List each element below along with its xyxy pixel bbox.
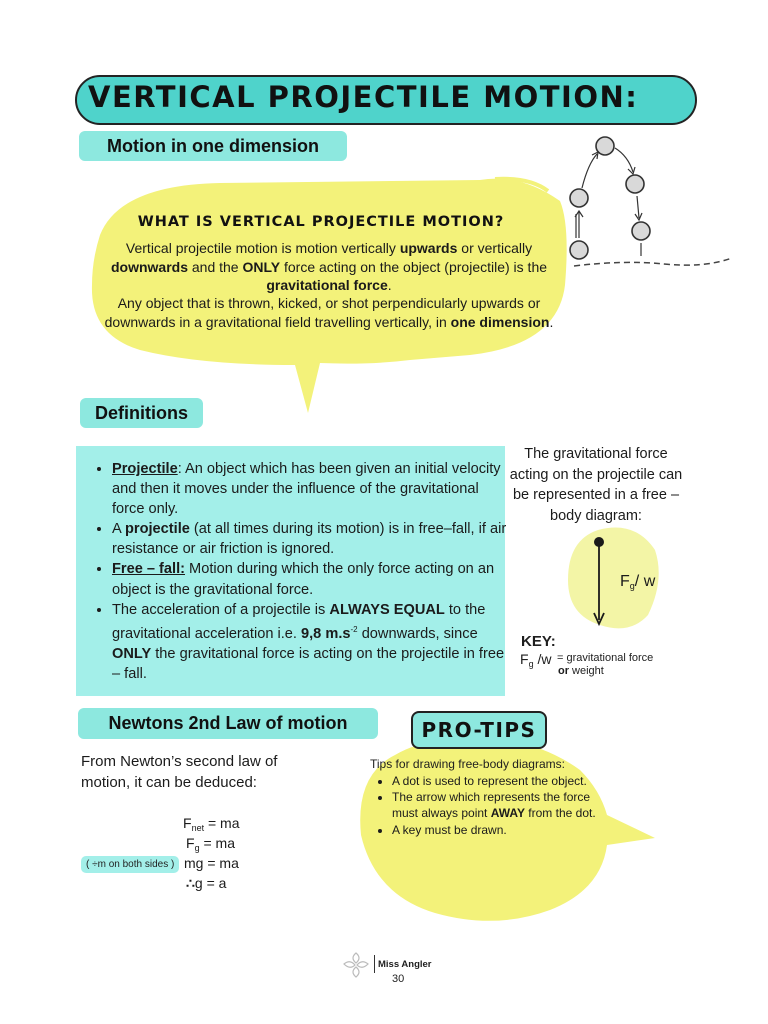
equation-fg: $F_g$ = ma [186, 835, 235, 853]
newton-intro: From Newton’s second law of motion, it can be deduced: [81, 753, 278, 791]
definition-acceleration: • The acceleration of a projectile is ALWAYS EQUAL to the gravitational acceleration i.e. 9,8 $m.s^{-2}$ downwards, since ONLY the gravitational force is acting on the projectile in free – fall. [112, 600, 514, 684]
fbd-caption: The gravitational force acting on the projectile can be represented in a free – body diagram: [509, 446, 683, 524]
equation-step-note: ( ÷m on both sides ) [81, 856, 179, 873]
equation-mg: mg = ma [184, 855, 239, 871]
section-heading-newton: Newtons 2nd Law of motion [78, 708, 378, 739]
author-logo-icon [340, 950, 372, 980]
key-title: KEY: [521, 633, 556, 650]
bubble-heading: WHAT IS VERTICAL PROJECTILE MOTION? [137, 214, 505, 230]
tips-heading: Tips for drawing free-body diagrams: [370, 757, 565, 771]
section-heading-definitions: Definitions [80, 398, 203, 428]
object-dot [594, 537, 604, 547]
definitions-list [92, 459, 514, 684]
tips-list [372, 773, 614, 838]
page-title: VERTICAL PROJECTILE MOTION: [88, 80, 639, 114]
pro-tips-badge: PRO-TIPS [411, 711, 547, 749]
key-definition: = gravitational force [557, 652, 654, 664]
page-number: 30 [392, 973, 405, 985]
tip-dot: • A dot is used to represent the object. [392, 773, 614, 789]
definition-free-fall: • Free – fall: Motion during which the only force acting on an object is the gravitational force. [112, 559, 514, 599]
bubble-paragraph-2: Any object that is thrown, kicked, or shot perpendicularly upwards or downwards in a gravitational field travelling vertically, in one dimension. [104, 295, 554, 330]
definition-projectile-free-fall: • A projectile (at all times during its motion) is in free–fall, if air resistance or air friction is ignored. [112, 519, 514, 559]
equation-fnet: $F_{net}$ = ma [183, 815, 240, 833]
section-heading-motion: Motion in one dimension [79, 131, 347, 161]
tip-arrow: • The arrow which represents the force must always point AWAY from the dot. [392, 789, 614, 821]
key-symbol: $F_g$ /w [520, 651, 552, 669]
equation-g: ∴g = a [186, 875, 227, 891]
projectile-path-illustration [564, 130, 734, 275]
footer-author: Miss Angler [378, 959, 432, 970]
bubble-paragraph-1: Vertical projectile motion is motion vertically upwards or vertically downwards and the ONLY force acting on the object (projectile) is the gravitational force. [110, 240, 548, 293]
footer-divider [374, 955, 375, 973]
fbd-force-label: $F_g/$ w [620, 573, 656, 591]
definition-projectile: • Projectile: An object which has been given an initial velocity and then it moves under the influence of the gravitational force only. [112, 459, 514, 519]
key-definition-weight: or weight [558, 665, 604, 677]
tip-key: • A key must be drawn. [392, 822, 614, 838]
